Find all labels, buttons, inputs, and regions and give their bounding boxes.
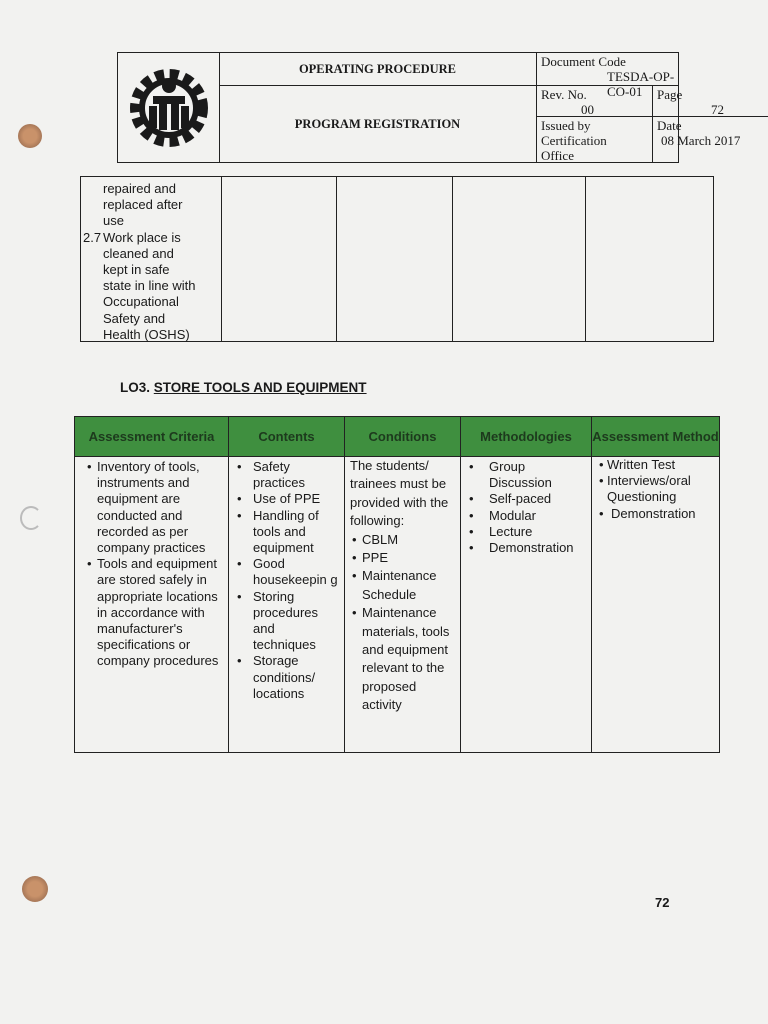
rev-no-label: Rev. No. — [541, 87, 587, 102]
item-first-line: Work place is — [103, 229, 181, 245]
header-assessment-method: Assessment Method — [592, 417, 719, 457]
continued-line: kept in safe — [103, 262, 170, 278]
program-registration-title: PROGRAM REGISTRATION — [219, 86, 537, 162]
continued-line: state in line with — [103, 278, 196, 294]
criteria-item: • Inventory of tools, instruments and equipment are conducted and recorded as per company practices — [85, 459, 224, 556]
method-item: • Written Test — [597, 457, 715, 473]
date-value: 08 March 2017 — [661, 133, 741, 148]
criteria-item: • Tools and equipment are stored safely in appropriate locations in accordance with manufacturer's specifications or company procedures — [85, 556, 224, 669]
header-assessment-criteria: Assessment Criteria — [75, 417, 229, 457]
page-label: Page — [657, 87, 683, 102]
contents-item: • Safety practices — [235, 459, 340, 491]
continued-col-3 — [337, 177, 453, 341]
methodology-item: • Demonstration — [467, 540, 587, 556]
conditions-item: • PPE — [350, 549, 456, 567]
item-number: 2.7 — [83, 229, 102, 245]
conditions-cell — [345, 457, 461, 752]
issued-by-line3: Office — [541, 148, 574, 163]
conditions-item: • CBLM — [350, 531, 456, 549]
header-contents: Contents — [229, 417, 345, 457]
contents-item: • Use of PPE — [235, 491, 340, 507]
page-value: 72 — [711, 102, 724, 117]
continued-line: Occupational — [103, 294, 179, 310]
page-cell — [653, 86, 768, 117]
continued-line: cleaned and — [103, 245, 174, 261]
header-conditions: Conditions — [345, 417, 461, 457]
punch-hole-top — [18, 124, 42, 148]
continued-line: repaired and — [103, 181, 176, 196]
lo3-title: STORE TOOLS AND EQUIPMENT — [153, 380, 367, 395]
method-item: • Interviews/oral Questioning — [597, 473, 715, 505]
contents-item: • Storage conditions/ locations — [235, 653, 340, 702]
lo3-table — [74, 416, 720, 753]
conditions-intro: The students/ trainees must be provided with the following: — [350, 458, 449, 529]
document-code-label: Document Code — [541, 54, 626, 69]
continued-line: use — [103, 213, 124, 229]
conditions-item: • Maintenance materials, tools and equipment relevant to the proposed activity — [350, 604, 456, 714]
contents-cell — [229, 457, 345, 752]
document-header — [117, 52, 741, 163]
continued-line: Health (OSHS) — [103, 326, 190, 342]
methodology-item: • Group Discussion — [467, 459, 587, 491]
issued-by-cell — [537, 117, 653, 162]
lo3-prefix: LO3. — [120, 380, 151, 395]
punch-hole-bottom — [22, 876, 48, 902]
tesda-logo-icon — [118, 53, 220, 162]
date-cell — [653, 117, 768, 162]
contents-item: • Storing procedures and techniques — [235, 589, 340, 654]
issued-by-label: Issued by — [541, 118, 591, 133]
continued-criteria-text — [83, 181, 221, 343]
issued-by-line2: Certification — [541, 133, 607, 148]
document-code-value: TESDA-OP-CO-01 — [607, 69, 675, 99]
conditions-item: • Maintenance Schedule — [350, 567, 456, 604]
rev-no-value: 00 — [581, 102, 594, 117]
assessment-method-cell — [592, 457, 719, 752]
date-label: Date — [657, 118, 682, 133]
operating-procedure-title: OPERATING PROCEDURE — [219, 53, 537, 86]
method-item: • Demonstration — [597, 506, 715, 522]
continued-col-4 — [453, 177, 586, 341]
methodology-item: • Lecture — [467, 524, 587, 540]
contents-item: • Good housekeepin g — [235, 556, 340, 588]
continued-table — [80, 176, 714, 342]
rev-no-cell — [537, 86, 653, 117]
header-methodologies: Methodologies — [461, 417, 592, 457]
continued-line: replaced after — [103, 197, 183, 213]
continued-line: Safety and — [103, 310, 166, 326]
continued-item — [83, 230, 221, 246]
punch-hole-middle — [20, 506, 42, 530]
contents-item: • Handling of tools and equipment — [235, 508, 340, 557]
page-number: 72 — [655, 895, 670, 910]
criteria-cell — [75, 457, 229, 752]
methodology-item: • Modular — [467, 508, 587, 524]
methodologies-cell — [461, 457, 592, 752]
lo3-heading — [120, 380, 367, 395]
methodology-item: • Self-paced — [467, 491, 587, 507]
continued-col-2 — [222, 177, 337, 341]
